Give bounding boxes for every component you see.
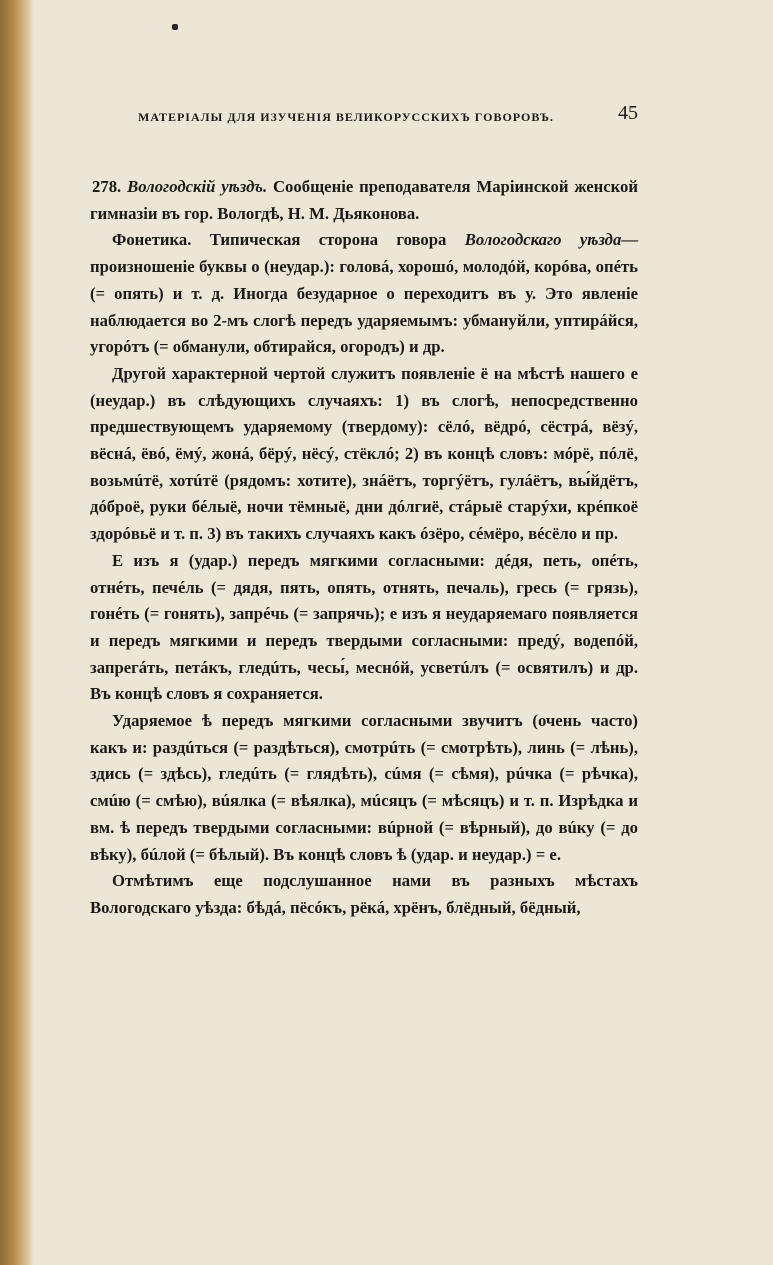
running-head [90,98,638,134]
book-binding-edge [0,0,34,1265]
running-title: МАТЕРІАЛЫ ДЛЯ ИЗУЧЕНІЯ ВЕЛИКОРУССКИХЪ ГОВОРОВЪ. [138,110,554,124]
section-place: Вологодскій уѣздъ. [127,177,268,196]
paragraph-notes: Отмѣтимъ еще подслушанное нами въ разныхъ мѣстахъ Вологодскаго уѣзда: бѣдá, пёсóкъ, рёкá, хрёнъ, блёдный, бёдный, [90,871,638,917]
paragraph-phonetics-lead: Фонетика. Типическая сторона говора [112,230,465,250]
section-number: 278. [92,177,122,196]
paragraph-phonetics [90,227,638,361]
paragraph-e-from-ya: Е изъ я (удар.) передъ мягкими согласными: дéдя, петь, опéть, отнéть, печéль (= дядя, пять, опять, отнять, печаль), гресь (= грязь), гонéть (= гонять), запрéчь (= запрячь); е изъ я неударяемаго появляется и передъ мягкими и передъ твердыми согласными: предý, водепóй, запрегáть, петáкъ, гледúть, чесы́, меснóй, усветúлъ (= освятилъ) и др. Въ концѣ словъ я сохраняется. [90,550,638,704]
paragraph-phonetics-rest: — произношеніе буквы о (неудар.): головá, хорошó, молодóй, корóва, опéть (= опять) и т. д. Иногда безударное о переходитъ въ у. Это явленіе наблюдается во 2-мъ слогѣ передъ ударяемымъ: убмануйли, уптирáйся, угорóтъ (= обманули, обтирайся, огородъ) и др. [90,230,638,357]
section-source: Сообщеніе преподавателя Маріинской женской гимназіи въ гор. Вологдѣ, Н. М. Дьяконова. [90,177,638,223]
book-page [90,98,638,922]
body-text [90,174,638,922]
paragraph-yo: Другой характерной чертой служитъ появленіе ё на мѣстѣ нашего е (неудар.) въ слѣдующихъ случаяхъ: 1) въ слогѣ, непосредственно предшествующемъ ударяемому (твердому): сёлó, вёдрó, сёстрá, вёзý, вёснá, ёвó, ёмý, жонá, бёрý, нёсý, стёклó; 2) въ концѣ словъ: мóрё, пóлё, возьмúтё, хотúтё (рядомъ: хотите), знáётъ, торгýётъ, гулáётъ, вы́йдётъ, дóброё, руки бéлыё, ночи тёмныё, дни дóлгиё, стáрыё старýхи, крéпкоё здорóвьё и т. п. 3) въ такихъ случаяхъ какъ óзёро, сéмёро, вéсёло и пр. [90,363,638,544]
paragraph-yat: Ударяемое ѣ передъ мягкими согласными звучитъ (очень часто) какъ и: раздúться (= раздѣться), смотрúть (= смотрѣть), линь (= лѣнь), здись (= здѣсь), гледúть (= глядѣть), сúмя (= сѣмя), рúчка (= рѣчка), смúю (= смѣю), вúялка (= вѣялка), мúсяцъ (= мѣсяцъ) и т. п. Изрѣдка и вм. ѣ передъ твердыми согласными: вúрной (= вѣрный), до вúку (= до вѣку), бúлой (= бѣлый). Въ концѣ словъ ѣ (удар. и неудар.) = е. [90,711,638,864]
paragraph-phonetics-italic: Вологодскаго уѣзда [464,230,622,250]
section-heading-paragraph [90,174,638,227]
page-number: 45 [618,102,638,124]
ink-speck [172,24,178,30]
